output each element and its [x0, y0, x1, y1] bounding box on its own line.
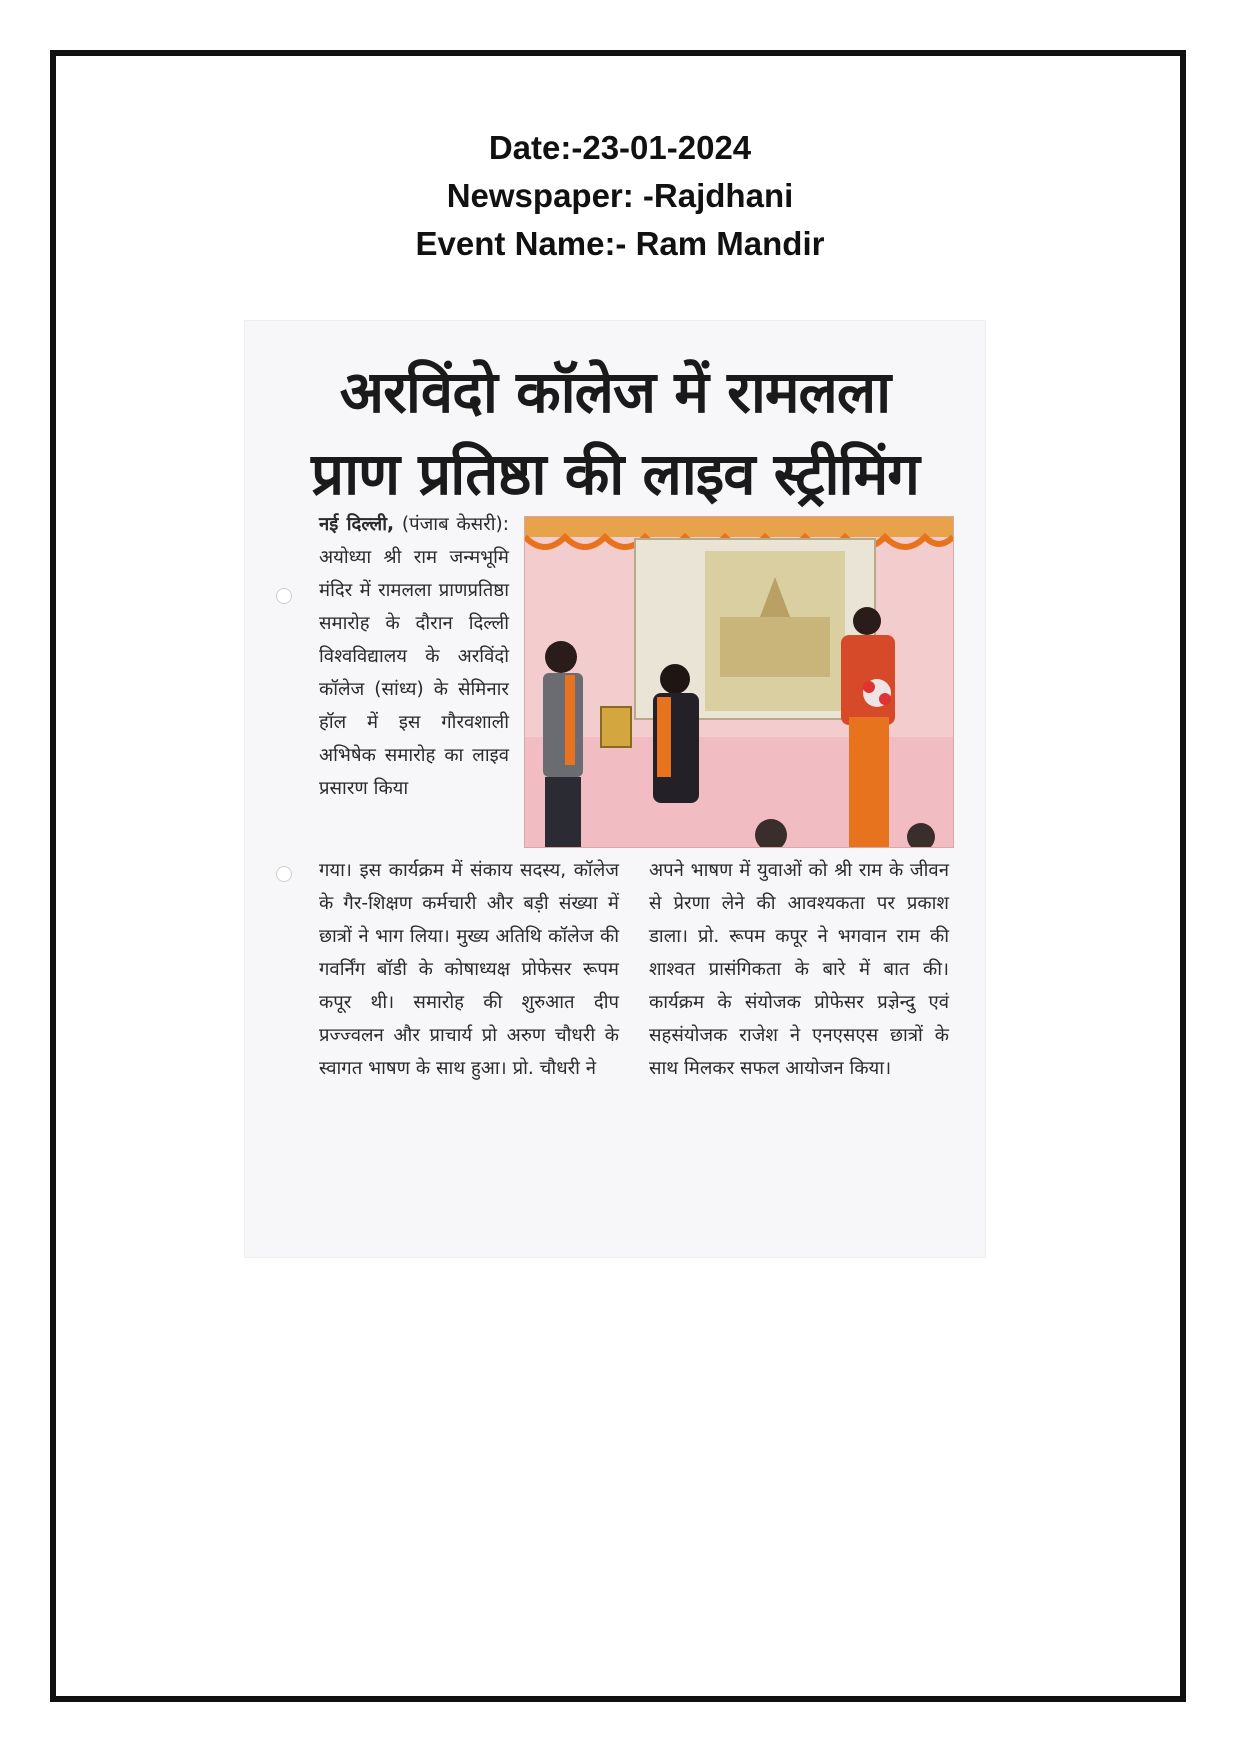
right-column-text: अपने भाषण में युवाओं को श्री राम के जीवन से प्रेरणा लेने की आवश्यकता पर प्रकाश डाला। प्रो. रूपम कपूर ने भगवान राम की शाश्वत प्रासंगिकता के बारे में बात की। कार्यक्रम के संयोजक प्रोफेसर प्रज्ञेन्दु एवं सहसंयोजक राजेश ने एनएसएस छात्रों के साथ मिलकर सफल आयोजन किया।	[649, 860, 949, 1079]
punch-hole-top	[276, 588, 292, 604]
dateline: नई दिल्ली,	[319, 514, 395, 535]
event-photo	[524, 516, 954, 848]
event-photo-illustration	[525, 517, 953, 847]
headline-line-2: प्राण प्रतिष्ठा की लाइव स्ट्रीमिंग	[311, 440, 919, 508]
newspaper-clipping	[244, 320, 986, 1258]
punch-hole-bottom	[276, 866, 292, 882]
document-header	[0, 124, 1240, 268]
date-line: Date:-23-01-2024	[488, 129, 752, 166]
intro-paragraph	[319, 508, 509, 805]
newspaper-line: Newspaper: -Rajdhani	[446, 177, 794, 214]
headline-line-1: अरविंदो कॉलेज में रामलला	[339, 358, 891, 426]
event-name-line: Event Name:- Ram Mandir	[415, 225, 825, 262]
intro-text: (पंजाब केसरी): अयोध्या श्री राम जन्मभूमि मंदिर में रामलला प्राणप्रतिष्ठा समारोह के दौरान दिल्ली विश्वविद्यालय के अरविंदो कॉलेज (सांध्य) के सेमिनार हॉल में इस गौरवशाली अभिषेक समारोह का लाइव प्रसारण किया	[319, 514, 509, 799]
left-column-text: गया। इस कार्यक्रम में संकाय सदस्य, कॉलेज के गैर-शिक्षण कर्मचारी और बड़ी संख्या में छात्रों ने भाग लिया। मुख्य अतिथि कॉलेज की गवर्निंग बॉडी के कोषाध्यक्ष प्रोफेसर रूपम कपूर थी। समारोह की शुरुआत दीप प्रज्ज्वलन और प्राचार्य प्रो अरुण चौधरी के स्वागत भाषण के साथ हुआ। प्रो. चौधरी ने	[319, 860, 619, 1079]
